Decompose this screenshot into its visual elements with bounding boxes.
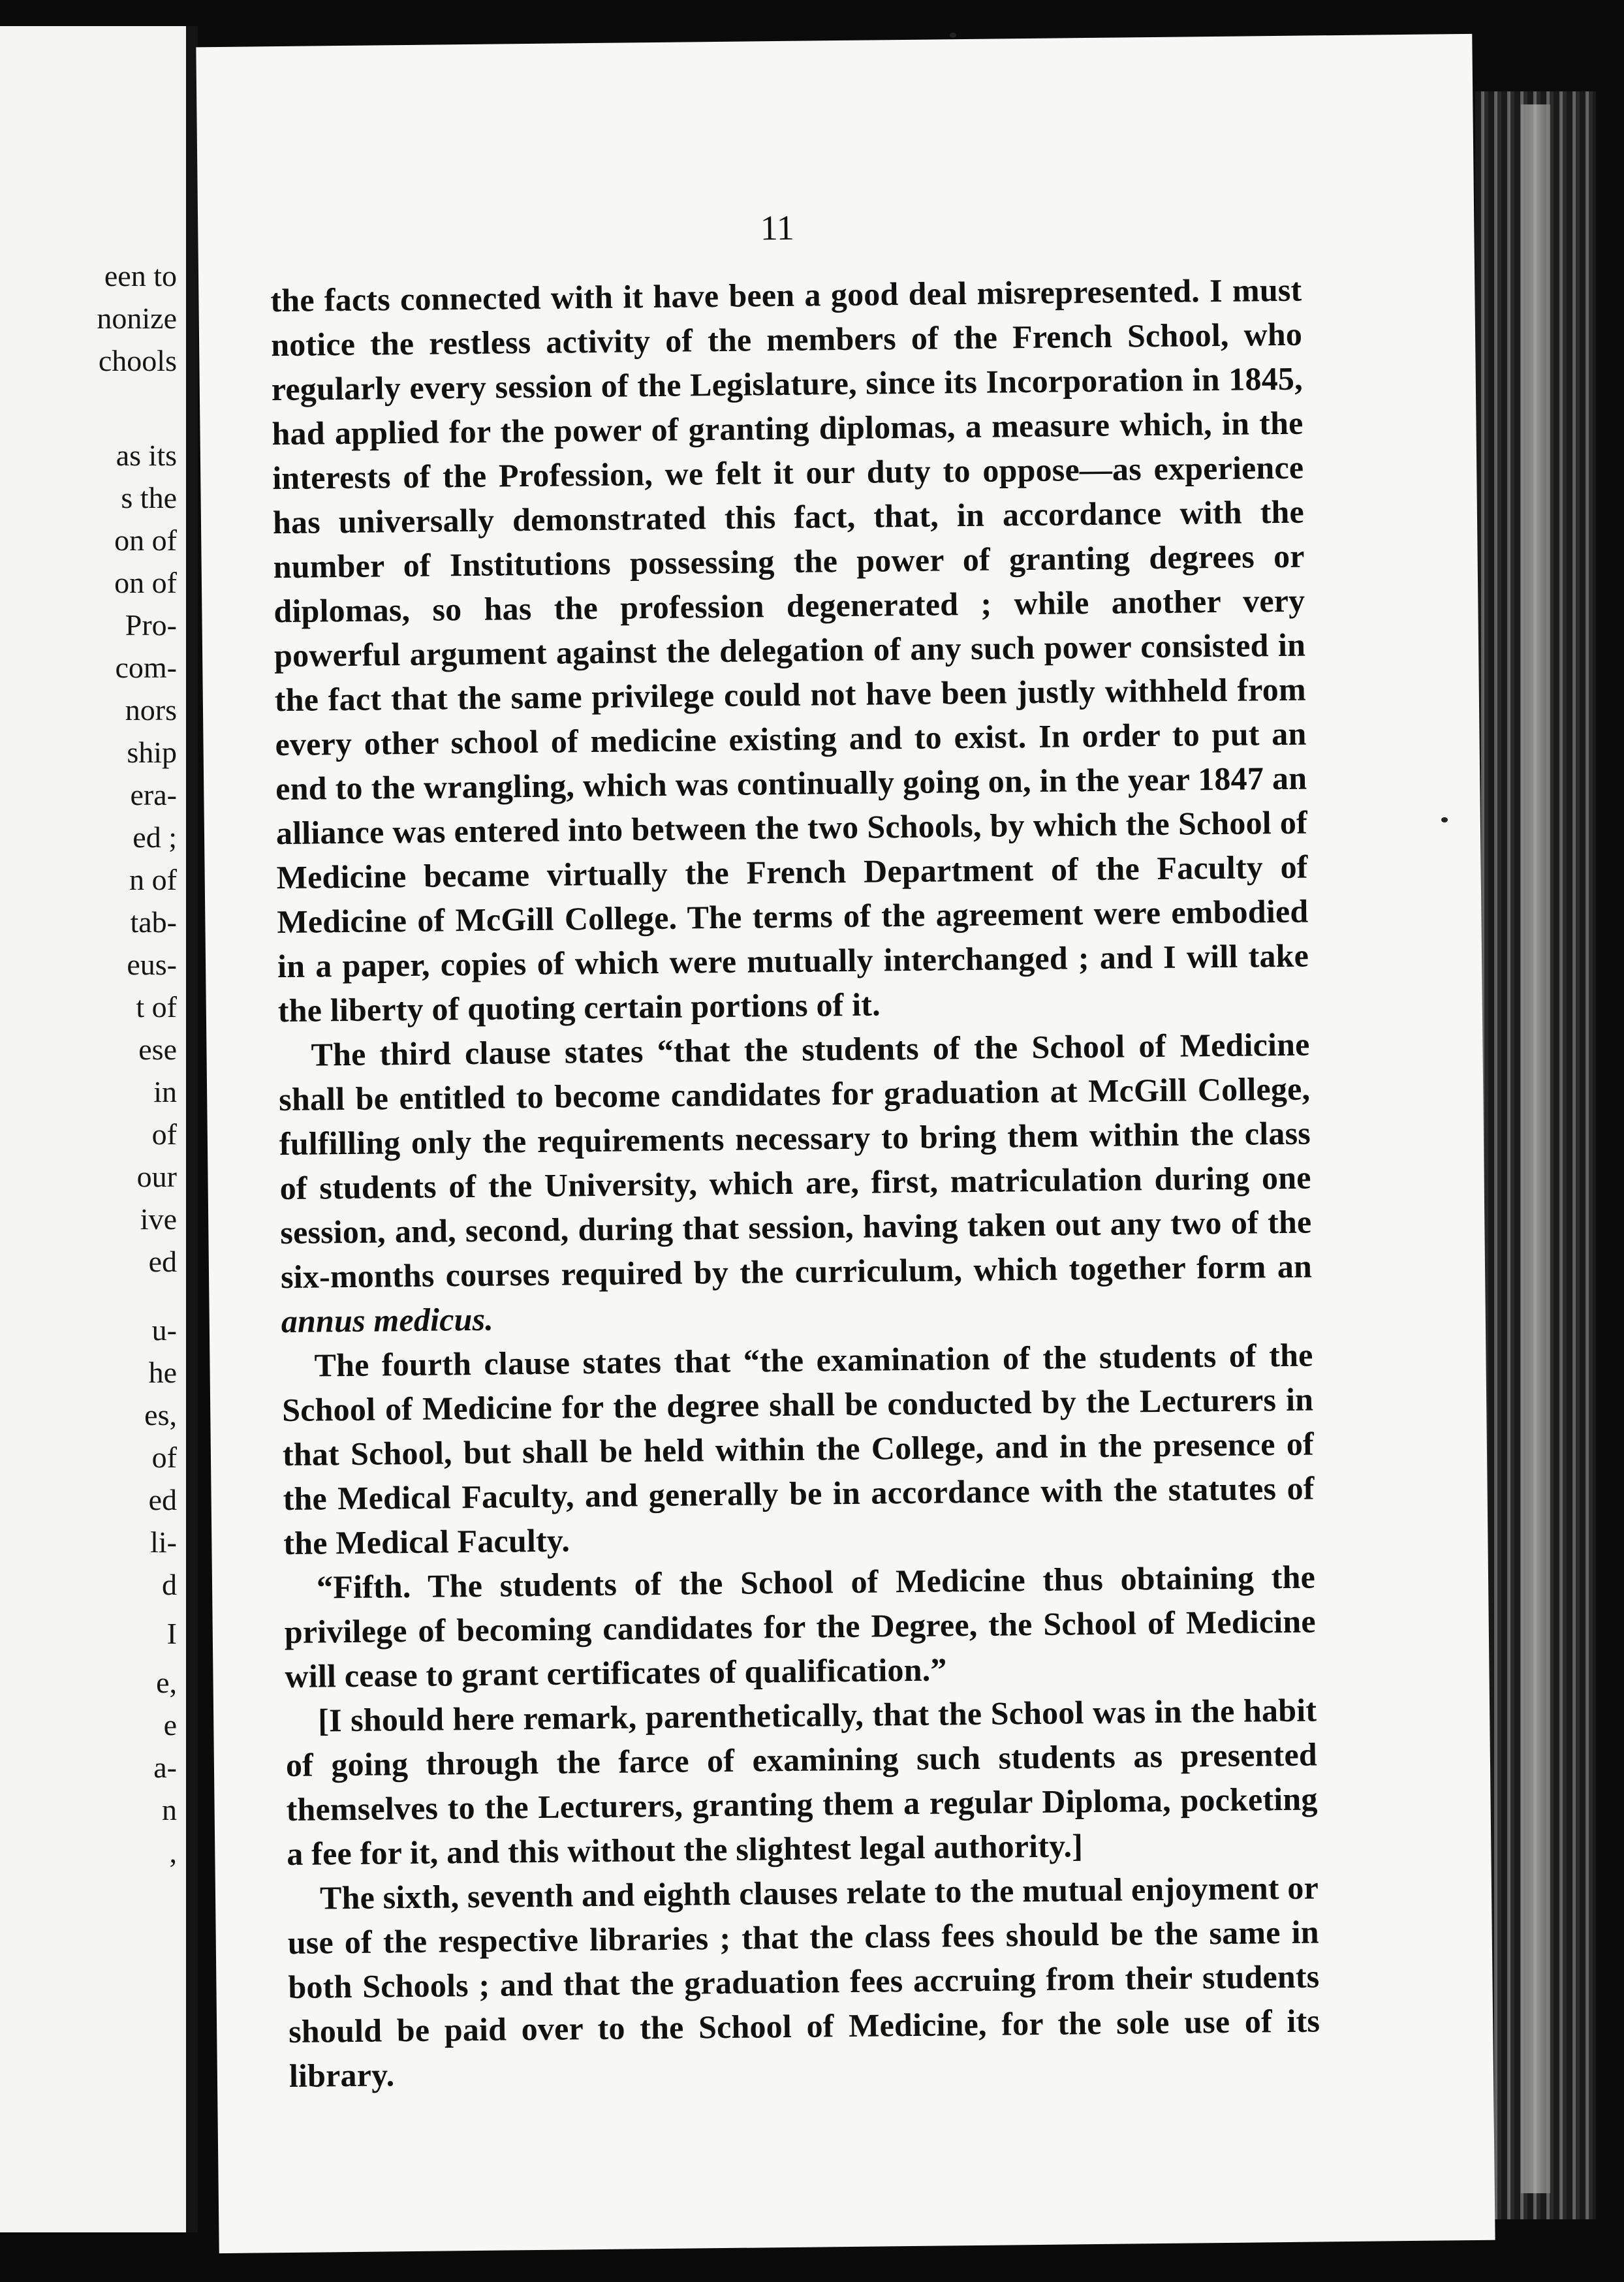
paragraph-text: The third clause states “that the students of the School of Medicine shall be entitled to become candidates for graduation at McGill College, fulfilling only the requirements necessary to bring them within the class of students of the University, which are, first, matriculation during one session, and, second, during that session, having taken out any two of the six-months courses required by the curriculum, which together form an <box>278 1025 1313 1296</box>
ink-speck <box>950 33 956 38</box>
left-page-fragment: in <box>153 1075 177 1108</box>
left-page-fragment: n <box>162 1793 177 1826</box>
left-page-fragment: een to <box>104 259 177 292</box>
left-page-fragment: a- <box>153 1751 177 1784</box>
left-page-fragment: era- <box>130 778 177 811</box>
left-page-fragment: ed <box>148 1245 177 1278</box>
left-page-fragment: I <box>166 1617 177 1650</box>
paragraph: The sixth, seventh and eighth clauses relate to the mutual enjoyment or use of the respective libraries ; that the class fees should be the same in both Schools ; and that the graduation fees accruing from their students should be paid over to the School of Medicine, for the sole use of its library. <box>287 1869 1320 2095</box>
left-page-fragment: our <box>136 1160 177 1193</box>
paragraph: [I should here remark, parenthetically, that the School was in the habit of going through the farce of examining such students as presented themselves to the Lecturers, granting them a regular Diploma, pocketing a fee for it, and this without the slightest legal authority.] <box>285 1691 1318 1873</box>
left-page-fragment: he <box>148 1356 177 1389</box>
left-page-fragment: ed ; <box>133 821 177 854</box>
left-page-fragment: ed <box>148 1483 177 1516</box>
left-page-fragment: es, <box>144 1398 177 1431</box>
left-page-fragment: li- <box>150 1525 177 1559</box>
left-page-fragment: as its <box>116 439 177 472</box>
left-page-fragment: ship <box>127 736 177 769</box>
left-page-fragment: ive <box>140 1202 177 1236</box>
left-page-fragment: nors <box>125 693 177 727</box>
left-page-fragment: of <box>151 1441 177 1474</box>
left-page-fragment: eus- <box>127 948 177 981</box>
left-page-fragment: on of <box>114 524 177 557</box>
paragraph: the facts connected with it have been a good deal misrepresented. I must notice the restless activity of the members of the French School, who regularly every session of the Legislature, since its Incorporation in 1845, had applied for the power of granting diplomas, a measure which, in the interests of the Profession, we felt it our duty to oppose—as experience has universally demonstrated this fact, that, in accordance with the number of Institutions possessing the power of granting degrees or diplomas, so has the profession degenerated ; while another very powerful argument against the delegation of any such power consisted in the fact that the same privilege could not have been justly withheld from every other school of medicine existing and to exist. In order to put an end to the wrangling, which was continually going on, in the year 1847 an alliance was entered into between the two Schools, by which the School of Medicine became virtually the French Department of the Faculty of Medicine of McGill College. The terms of the agreement were embodied in a paper, copies of which were mutually interchanged ; and I will take the liberty of quoting certain portions of it. <box>270 271 1309 1029</box>
book-page <box>196 34 1495 2253</box>
left-page-fragment: t of <box>136 990 177 1024</box>
left-page-fragment: e, <box>156 1666 177 1699</box>
left-page-fragment: s the <box>121 481 177 514</box>
left-page-fragment: tab- <box>130 905 177 939</box>
left-page-fragment: n of <box>129 863 177 896</box>
left-page-fragment: ese <box>138 1033 177 1066</box>
page-number: 11 <box>760 208 795 248</box>
left-page-fragment: e <box>163 1708 177 1742</box>
left-page-fragment: d <box>162 1568 177 1601</box>
left-page-fragment: on of <box>114 566 177 599</box>
ink-speck <box>1441 817 1448 822</box>
left-page-fragment: u- <box>151 1313 177 1347</box>
paragraph <box>278 1022 1313 1344</box>
previous-page-edge <box>0 26 198 2232</box>
left-page-fragment: com- <box>115 651 177 684</box>
left-page-fragment: of <box>151 1118 177 1151</box>
page-body <box>270 268 1320 2098</box>
left-page-fragment: Pro- <box>125 608 177 642</box>
left-page-fragment: chools <box>98 344 177 377</box>
paragraph: “Fifth. The students of the School of Medicine thus obtaining the privilege of becoming candidates for the Degree, the School of Medicine will cease to grant certificates of qualification.” <box>284 1558 1316 1695</box>
left-page-fragment: , <box>169 1836 177 1869</box>
left-page-fragment: nonize <box>97 302 177 335</box>
book-page-edges-highlight <box>1521 104 1550 2193</box>
italic-phrase: annus medicus. <box>281 1300 494 1340</box>
paragraph: The fourth clause states that “the examination of the students of the School of Medicine for the degree shall be conducted by the Lecturers in that School, but shall be held within the College, and in the presence of the Medical Faculty, and generally be in accordance with the statutes of the Medical Faculty. <box>281 1336 1315 1562</box>
